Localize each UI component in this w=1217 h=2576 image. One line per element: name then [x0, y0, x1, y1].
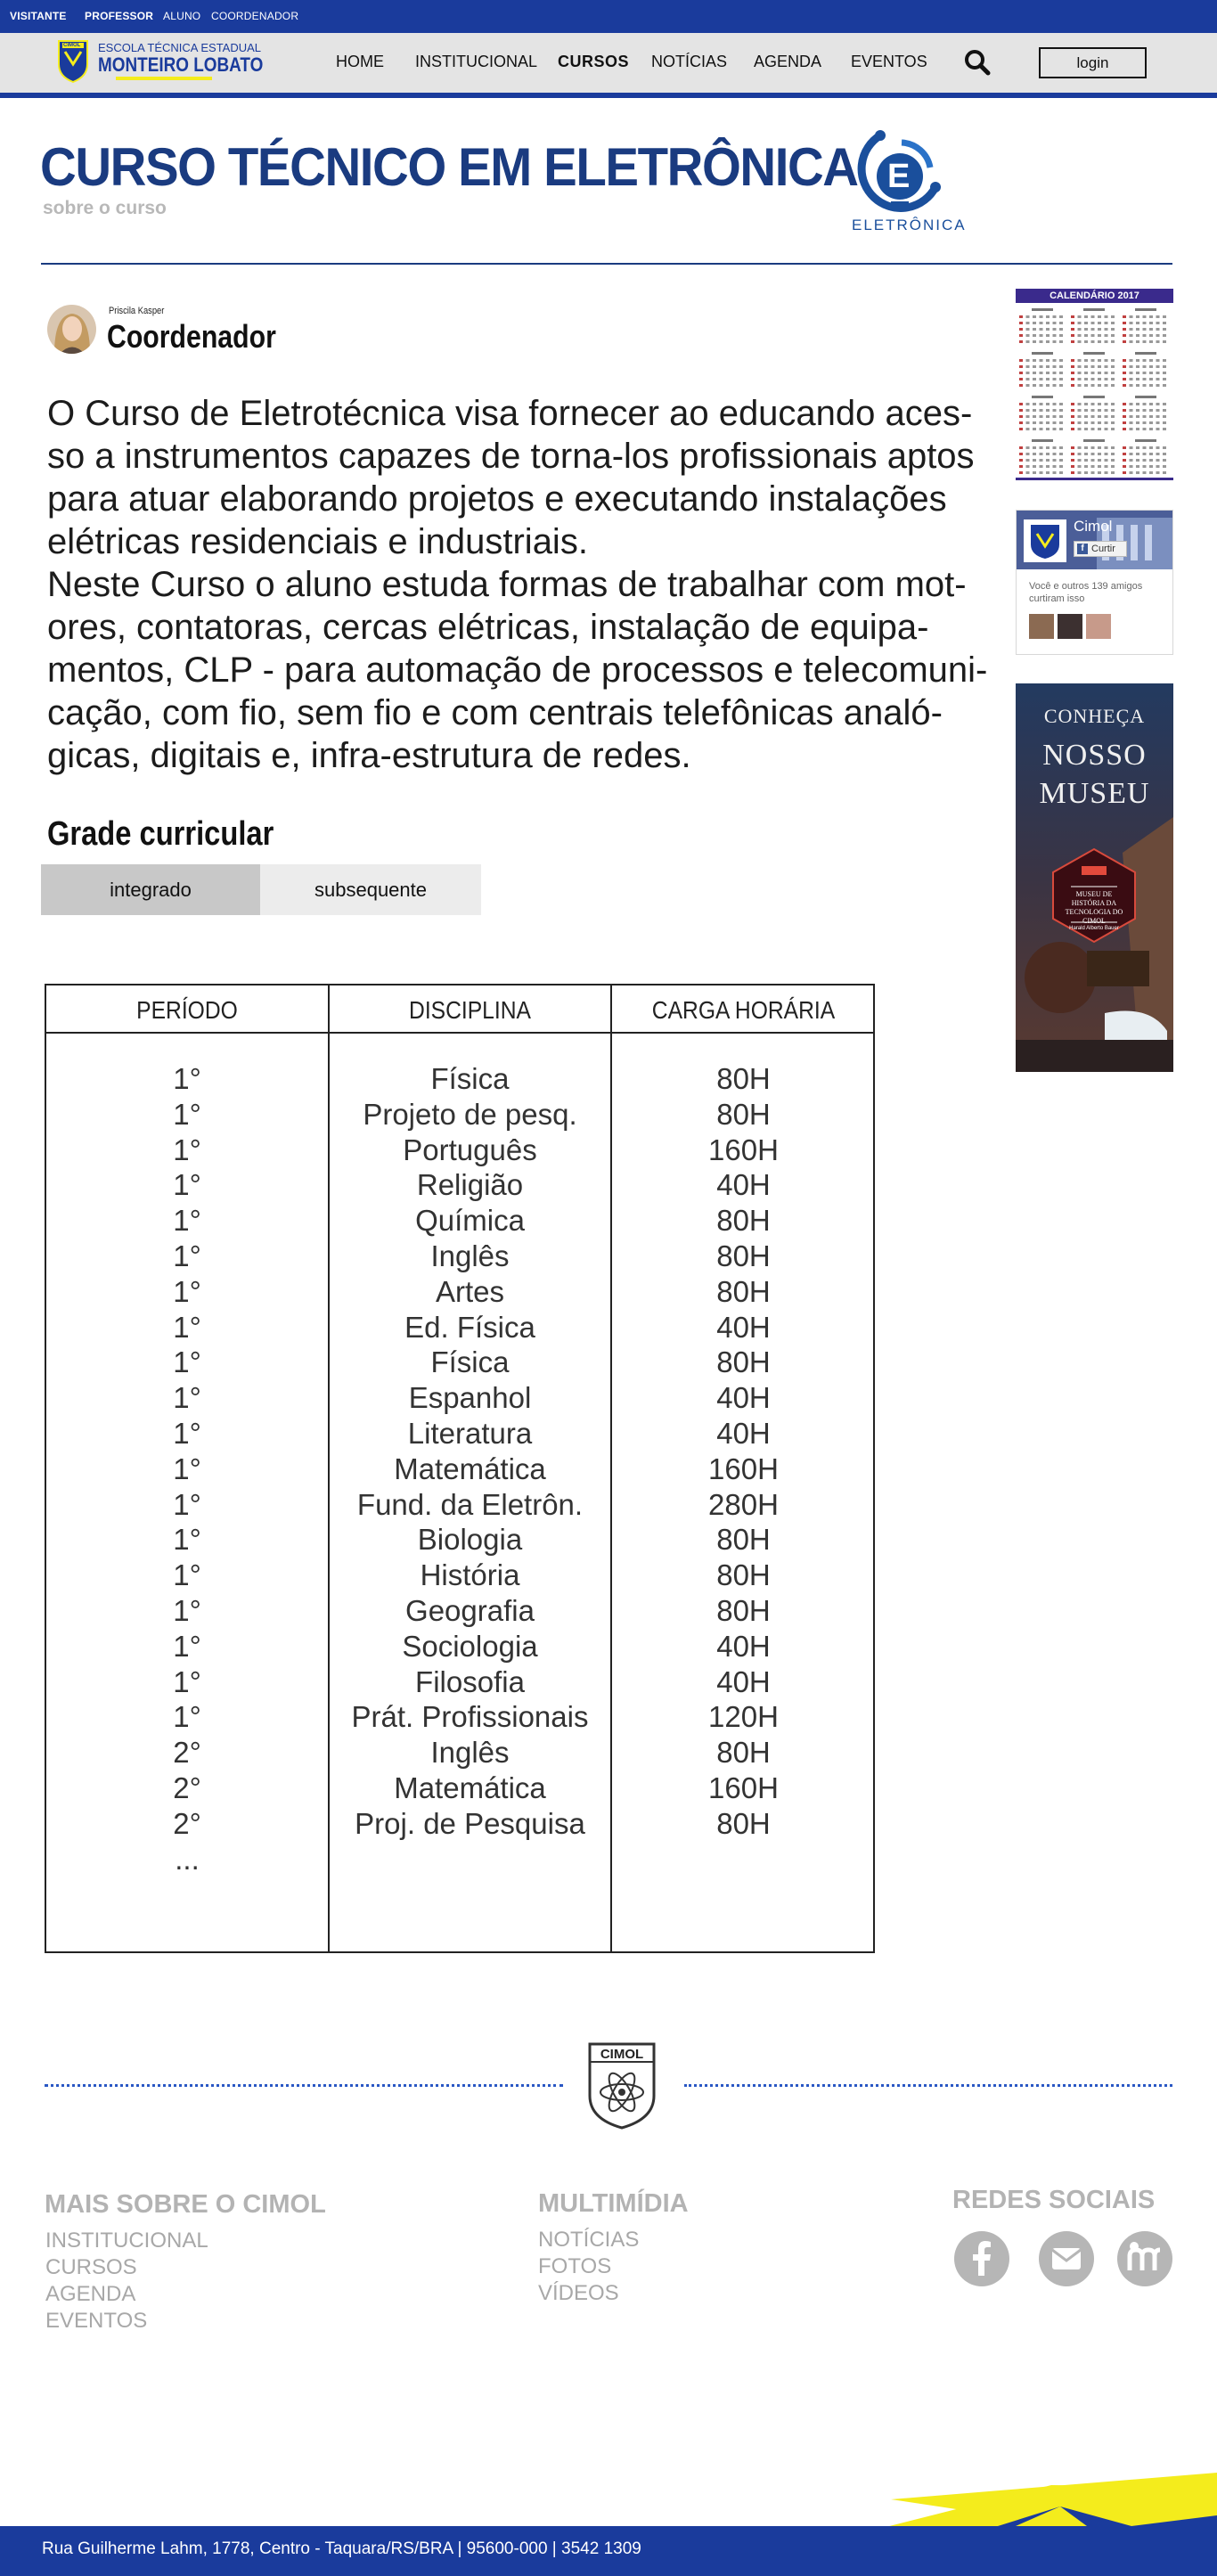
cell-periodo: 1° — [173, 1593, 201, 1627]
cell-disciplina: Filosofia — [415, 1664, 525, 1698]
facebook-like-button[interactable] — [1074, 541, 1127, 557]
cimol-emblem-text: CIMOL — [600, 2047, 644, 2062]
cell-disciplina: Literatura — [407, 1416, 533, 1450]
avatar — [47, 305, 96, 354]
course-logo-caption: ELETRÔNICA — [852, 217, 967, 233]
calendar-title: CALENDÁRIO 2017 — [1050, 290, 1139, 301]
cell-disciplina: Geografia — [405, 1593, 535, 1627]
nav-home[interactable]: HOME — [336, 53, 384, 70]
crest-badge-text: CIMOL — [63, 43, 81, 48]
facebook-page-avatar — [1024, 519, 1066, 562]
cell-periodo: 1° — [173, 1452, 201, 1485]
cell-disciplina: Inglês — [430, 1239, 510, 1272]
cell-carga: 160H — [708, 1452, 779, 1485]
cell-periodo: 2° — [173, 1806, 201, 1840]
cell-periodo: 1° — [173, 1062, 201, 1095]
footer-link-noticias[interactable]: NOTÍCIAS — [538, 2228, 640, 2252]
cell-periodo: 1° — [173, 1168, 201, 1202]
facebook-like-label: Curtir — [1091, 544, 1115, 554]
cell-periodo: 1° — [173, 1204, 201, 1238]
museu-line-3: MUSEU — [1039, 777, 1150, 810]
cell-periodo: 1° — [173, 1416, 201, 1450]
nav-institucional[interactable]: INSTITUCIONAL — [415, 53, 538, 70]
cell-periodo: 2° — [173, 1736, 201, 1770]
page-subtitle: sobre o curso — [43, 198, 167, 218]
footer-link-videos[interactable]: VÍDEOS — [538, 2281, 619, 2305]
cell-disciplina: História — [420, 1558, 520, 1592]
footer-col2-title: MULTIMÍDIA — [538, 2189, 689, 2218]
cell-carga: 80H — [716, 1274, 771, 1308]
cell-periodo: 2° — [173, 1770, 201, 1804]
usertype-coordenador[interactable]: COORDENADOR — [211, 10, 299, 22]
cell-disciplina: Matemática — [394, 1452, 546, 1485]
footer-col1-title: MAIS SOBRE O CIMOL — [45, 2190, 326, 2219]
moodle-icon[interactable] — [1117, 2231, 1172, 2286]
cell-carga: 120H — [708, 1700, 779, 1734]
cell-periodo: 1° — [173, 1629, 201, 1663]
cell-carga: 80H — [716, 1736, 771, 1770]
facebook-icon: f — [1077, 544, 1088, 554]
cell-disciplina: Biologia — [417, 1523, 523, 1557]
facebook-page-name[interactable]: Cimol — [1074, 518, 1113, 535]
header-disciplina: DISCIPLINA — [409, 996, 531, 1024]
cimol-emblem — [586, 2040, 658, 2130]
usertype-visitante[interactable]: VISITANTE — [10, 10, 67, 22]
friend-avatar — [1058, 614, 1082, 639]
nav-eventos[interactable]: EVENTOS — [851, 53, 927, 70]
footer-link-eventos[interactable]: EVENTOS — [45, 2309, 148, 2333]
footer-link-fotos[interactable]: FOTOS — [538, 2254, 612, 2278]
cell-periodo: 1° — [173, 1487, 201, 1521]
facebook-friends-text: Você e outros 139 amigos curtiram isso — [1029, 581, 1143, 604]
cell-periodo: 1° — [173, 1558, 201, 1592]
header-carga-horaria: CARGA HORÁRIA — [651, 996, 836, 1024]
facebook-icon[interactable] — [954, 2231, 1009, 2286]
nav-agenda[interactable]: AGENDA — [754, 53, 822, 70]
footer-divider-left — [45, 2084, 563, 2087]
search-icon[interactable] — [964, 49, 991, 76]
login-button[interactable]: login — [1039, 47, 1147, 78]
coordinator-name: Priscila Kasper — [109, 306, 165, 316]
cell-carga: 160H — [708, 1770, 779, 1804]
museu-badge-text: MUSEU DE HISTÓRIA DA TECNOLOGIA DO CIMOL — [1065, 890, 1123, 925]
cell-carga: 40H — [716, 1416, 771, 1450]
footer-address: Rua Guilherme Lahm, 1778, Centro - Taquara/RS/BRA | 95600-000 | 3542 1309 — [42, 2539, 641, 2558]
museu-badge-name: Harald Alberto Bauer — [1069, 926, 1119, 931]
facebook-widget[interactable] — [1016, 510, 1173, 655]
cell-periodo: 1° — [173, 1700, 201, 1734]
cell-disciplina: Prát. Profissionais — [351, 1700, 589, 1734]
logo-line-1: ESCOLA TÉCNICA ESTADUAL — [98, 41, 262, 54]
cell-carga: 80H — [716, 1558, 771, 1592]
user-type-bar — [0, 0, 1217, 33]
coordinator-role: Coordenador — [107, 318, 276, 355]
cell-disciplina: Proj. de Pesquisa — [355, 1806, 585, 1840]
nav-noticias[interactable]: NOTÍCIAS — [651, 53, 728, 70]
footer-link-agenda[interactable]: AGENDA — [45, 2282, 136, 2306]
footer-col3-title: REDES SOCIAIS — [952, 2186, 1156, 2214]
cell-carga: 40H — [716, 1310, 771, 1344]
cell-disciplina: Português — [403, 1133, 537, 1166]
heading-divider — [41, 263, 1172, 265]
logo-line-2: MONTEIRO LOBATO — [98, 53, 264, 76]
table-continuation: ... — [175, 1842, 200, 1876]
cell-disciplina: Química — [415, 1204, 525, 1238]
cell-carga: 80H — [716, 1523, 771, 1557]
cell-periodo: 1° — [173, 1274, 201, 1308]
cell-periodo: 1° — [173, 1133, 201, 1166]
course-logo — [837, 125, 967, 241]
friend-avatar — [1086, 614, 1111, 639]
cell-disciplina: Física — [430, 1062, 510, 1095]
header-periodo: PERÍODO — [136, 996, 238, 1024]
museu-banner[interactable] — [1016, 683, 1173, 1072]
curriculum-table — [45, 984, 875, 1953]
cell-disciplina: Ed. Física — [404, 1310, 535, 1344]
page-title: CURSO TÉCNICO EM ELETRÔNICA — [40, 137, 858, 197]
footer-link-institucional[interactable]: INSTITUCIONAL — [45, 2228, 208, 2253]
museu-line-1: CONHEÇA — [1043, 705, 1146, 727]
cell-carga: 80H — [716, 1097, 771, 1131]
email-icon[interactable] — [1039, 2231, 1094, 2286]
school-logo[interactable] — [55, 37, 278, 84]
cell-disciplina: Artes — [435, 1274, 505, 1308]
nav-cursos[interactable]: CURSOS — [558, 53, 630, 70]
tab-subsequente[interactable]: subsequente — [260, 864, 481, 915]
cell-carga: 80H — [716, 1239, 771, 1272]
curriculum-title: Grade curricular — [47, 815, 274, 853]
cell-carga: 80H — [716, 1806, 771, 1840]
cell-disciplina: Projeto de pesq. — [363, 1097, 577, 1131]
cell-periodo: 1° — [173, 1239, 201, 1272]
cell-disciplina: Física — [430, 1345, 510, 1379]
eletronica-emblem-letter: E — [887, 158, 911, 195]
cell-periodo: 1° — [173, 1381, 201, 1415]
cell-carga: 280H — [708, 1487, 779, 1521]
cell-carga: 80H — [716, 1593, 771, 1627]
footer-link-cursos[interactable]: CURSOS — [45, 2255, 137, 2279]
cell-periodo: 1° — [173, 1664, 201, 1698]
calendar-widget[interactable] — [1016, 289, 1173, 481]
cell-disciplina: Matemática — [394, 1770, 546, 1804]
friend-avatar — [1029, 614, 1054, 639]
calendar-grid — [1016, 303, 1173, 481]
cell-carga: 40H — [716, 1381, 771, 1415]
cell-carga: 40H — [716, 1664, 771, 1698]
cell-periodo: 1° — [173, 1523, 201, 1557]
cell-periodo: 1° — [173, 1310, 201, 1344]
tab-integrado[interactable]: integrado — [41, 864, 260, 915]
cell-disciplina: Inglês — [430, 1736, 510, 1770]
carga-column — [612, 1061, 875, 1842]
cell-disciplina: Sociologia — [402, 1629, 538, 1663]
cell-disciplina: Espanhol — [408, 1381, 532, 1415]
cell-carga: 160H — [708, 1133, 779, 1166]
usertype-aluno[interactable]: ALUNO — [163, 10, 201, 22]
footer-divider-right — [684, 2084, 1172, 2087]
cell-carga: 40H — [716, 1629, 771, 1663]
navbar-divider — [0, 93, 1217, 98]
cell-disciplina: Fund. da Eletrôn. — [356, 1487, 584, 1521]
cell-carga: 40H — [716, 1168, 771, 1202]
disciplina-column — [330, 1061, 610, 1842]
cell-periodo: 1° — [173, 1097, 201, 1131]
footer-band — [0, 2473, 1217, 2576]
cell-carga: 80H — [716, 1345, 771, 1379]
cell-disciplina: Religião — [416, 1168, 524, 1202]
periodo-column — [46, 1061, 328, 1877]
cell-carga: 80H — [716, 1062, 771, 1095]
course-description: O Curso de Eletrotécnica visa fornecer ao educando aces- so a instrumentos capazes de torna-los profissionais aptos para atuar elaborando projetos e executando instalações elétricas residenciais e industriais. Neste Curso o aluno estuda formas de trabalhar com mot- ores, contatoras, cercas elétricas, instalação de equipa- mentos, CLP - para automação de processos e telecomuni- cação, com fio, sem fio e com centrais telefônicas analó- gicas, digitais e, infra-estrutura de redes. — [47, 394, 988, 775]
table-header-divider — [46, 1032, 873, 1034]
usertype-professor[interactable]: PROFESSOR — [85, 10, 154, 22]
cell-periodo: 1° — [173, 1345, 201, 1379]
cell-carga: 80H — [716, 1204, 771, 1238]
museu-line-2: NOSSO — [1042, 739, 1147, 772]
